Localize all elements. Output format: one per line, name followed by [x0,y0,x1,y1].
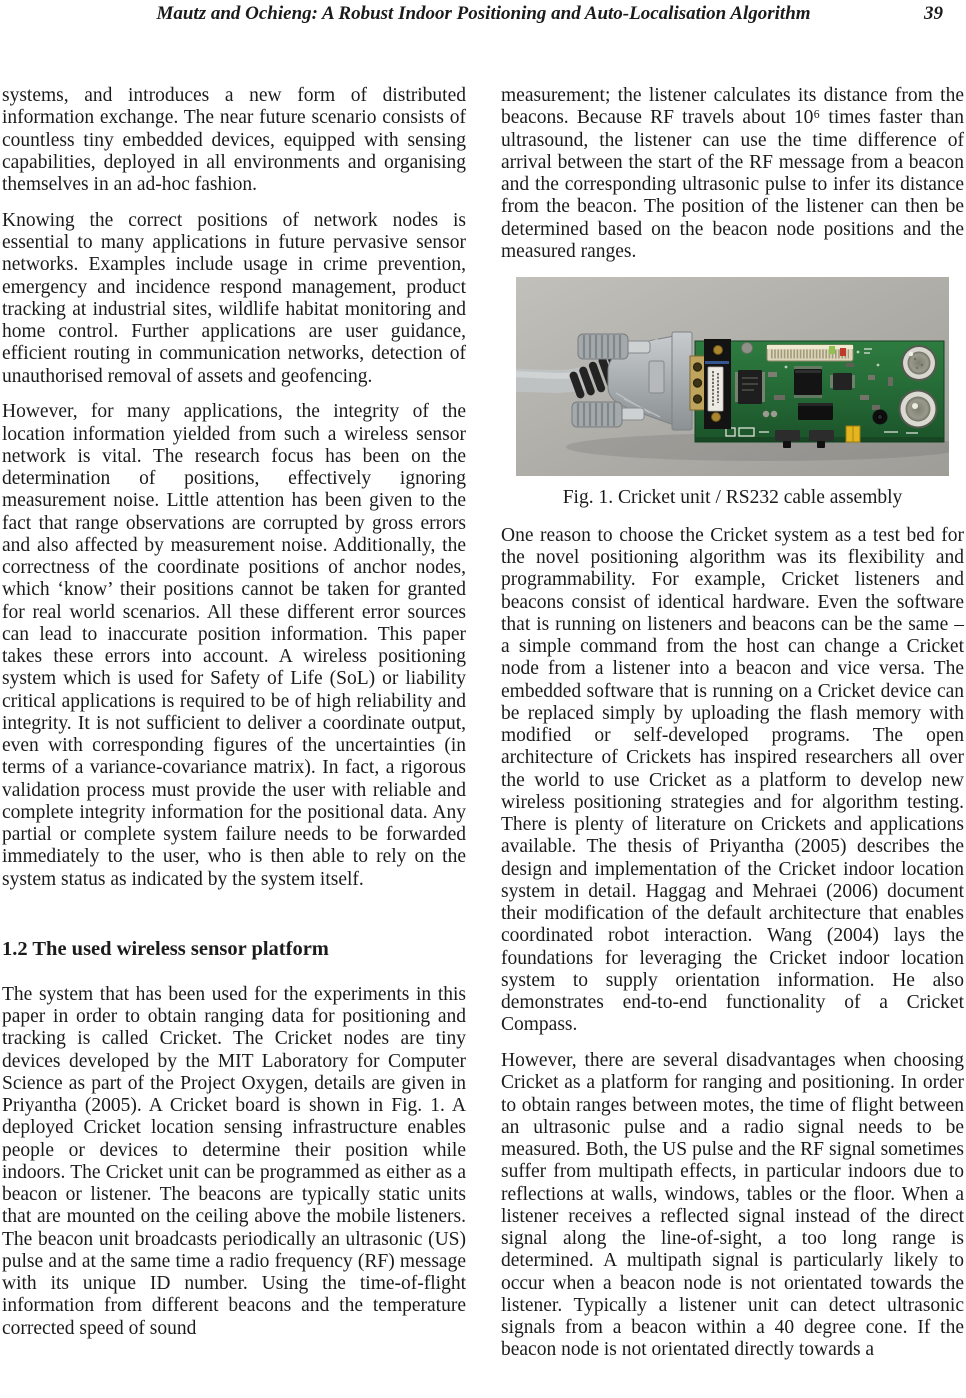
serial-cable [516,379,580,381]
body-paragraph: measurement; the listener calculates its distance from the beacons. Because RF travels about 10⁶ times faster than ultrasound, the listener can use the time difference of arrival between the start of the RF message from a beacon and the corresponding ultrasonic pulse to infer its distance from the beacon. The position of the listener can then be determined based on the beacon node positions and the measured ranges. [501,85,964,262]
two-column-body [2,85,965,1375]
figure-1 [501,277,964,509]
soic-chip [830,373,855,390]
ultrasonic-transducer-top [901,345,937,381]
connector-flange [672,332,692,430]
left-column [2,85,466,1375]
body-paragraph: systems, and introduces a new form of distributed information exchange. The near future scenario consists of countless tiny embedded devices, equipped with sensing capabilities, deployed in all environments and organising themselves in an ad-hoc fashion. [2,85,466,195]
body-paragraph: One reason to choose the Cricket system as a test bed for the novel positioning algorithm was its flexibility and programmability. For example, Cricket listeners and beacons consist of identical hardware. Even the software that is running on listeners and beacons can be the same – a simple command from the host can change a Cricket node from a listener into a beacon and vice versa. The embedded software that is running on a Cricket device can be replaced simply by uploading the flash memory with modified or self-developed programs. The open architecture of Crickets has inspired researchers all over the world to use Cricket as a platform to develop new wireless positioning strategies and for algorithm testing. There is plenty of literature on Crickets and applications available. The thesis of Priyantha (2005) describes the design and implementation of the Cricket indoor location system in detail. Haggag and Mehraei (2006) document their modification of the default architecture that enables coordinated robot interaction. Wang (2004) lays the foundations for leveraging the Cricket indoor location system to supply orientation information. He also demonstrates end-to-end functionality of a Cricket Compass. [501,524,964,1036]
section-heading-1-2: 1.2 The used wireless sensor platform [2,937,329,960]
microcontroller-chip [794,366,822,398]
figure-caption: Fig. 1. Cricket unit / RS232 cable assembly [562,486,903,508]
part-label [708,367,723,411]
flash-memory-chip [798,403,833,420]
page-number: 39 [924,3,943,24]
yellow-jumper [846,426,860,442]
dsub-shell [690,356,705,410]
running-head-title: Mautz and Ochieng: A Robust Indoor Positioning and Auto-Localisation Algorithm [156,3,811,24]
body-paragraph: However, for many applications, the integrity of the location information yielded from such a wireless sensor network is vital. The research focus has been on the determination of positions, effectively ignoring measurement noise. Little attention has been given to the fact that range observations are corrupted by gross errors and also affected by measurement noise. Additionally, the correctness of the coordinate positions of anchor nodes, which ‘know’ their positions cannot be taken for granted for real world scenarios. All these different error sources can lead to inaccurate position information. This paper takes these errors into account. A wireless positioning system which is used for Safety of Life (SoL) or liability critical applications is required to be of high reliability and integrity. It is not sufficient to deliver a coordinate output, even with corresponding figures of the uncertainties (in terms of a variance-covariance matrix). In fact, a rigorous validation process must provide the user with reliable and complete integrity information for the positional data. Any partial or complete system failure needs to be forwarded immediately to the user, who is then able to rely on the system status as indicated by the system itself. [2,401,466,890]
mounting-dot [742,342,753,353]
body-paragraph: However, there are several disadvantages when choosing Cricket as a platform for ranging and positioning. In order to obtain ranges between motes, the time of flight between an ultrasonic pulse and a radio signal needs to be measured. Both, the US pulse and the RF signal sometimes suffer from multipath effects, in particular indoors due to reflections at walls, windows, tables or the floor. When a listener receives a reflected signal instead of the direct signal along the line-of-sight, a too long range is determined. A multipath signal is particularly likely to occur when a beacon node is not orientated towards the listener. Typically a listener unit can detect ultrasonic signals from a beacon within a 40 degree cone. If the beacon node is not orientated directly towards a [501,1050,964,1361]
board-connector-block [704,339,731,429]
radio-ic-chip [735,370,765,404]
buzzer-component [873,409,888,424]
cable-highlight [516,374,574,376]
figure-photo [516,277,949,476]
ultrasonic-transducer-bottom [899,389,938,428]
red-led [840,348,846,356]
body-paragraph: The system that has been used for the experiments in this paper in order to obtain ranging data for positioning and tracking is called Cricket. The Cricket nodes are tiny devices developed by the MIT Laboratory for Computer Science as part of the Project Oxygen, details are given in Priyantha (2005). A Cricket board is shown in Fig. 1. A deployed Cricket location sensing infrastructure enables people or devices to determine their position while indoors. The Cricket unit can be programmed as either as a beacon or listener. The beacons are typically static units that are mounted on the ceiling above the mobile listeners. The beacon unit broadcasts periodically an ultrasonic (US) pulse and at the same time a radio frequency (RF) message with its unique ID number. Using the time-of-flight information from different beacons and the temperature corrected speed of sound [2,983,466,1339]
right-column [501,85,964,1375]
hood-recess [649,361,664,393]
body-paragraph: Knowing the correct positions of network nodes is essential to many applications in future pervasive sensor networks. Examples include usage in crime prevention, emergency and incidence respond management, product tracking at industrial sites, wildlife habitat monitoring and home control. Further applications are user guidance, efficient routing in communication networks, detection of unauthorised removal of assets and geofencing. [2,209,466,387]
green-led [829,346,835,354]
running-head [2,3,965,25]
